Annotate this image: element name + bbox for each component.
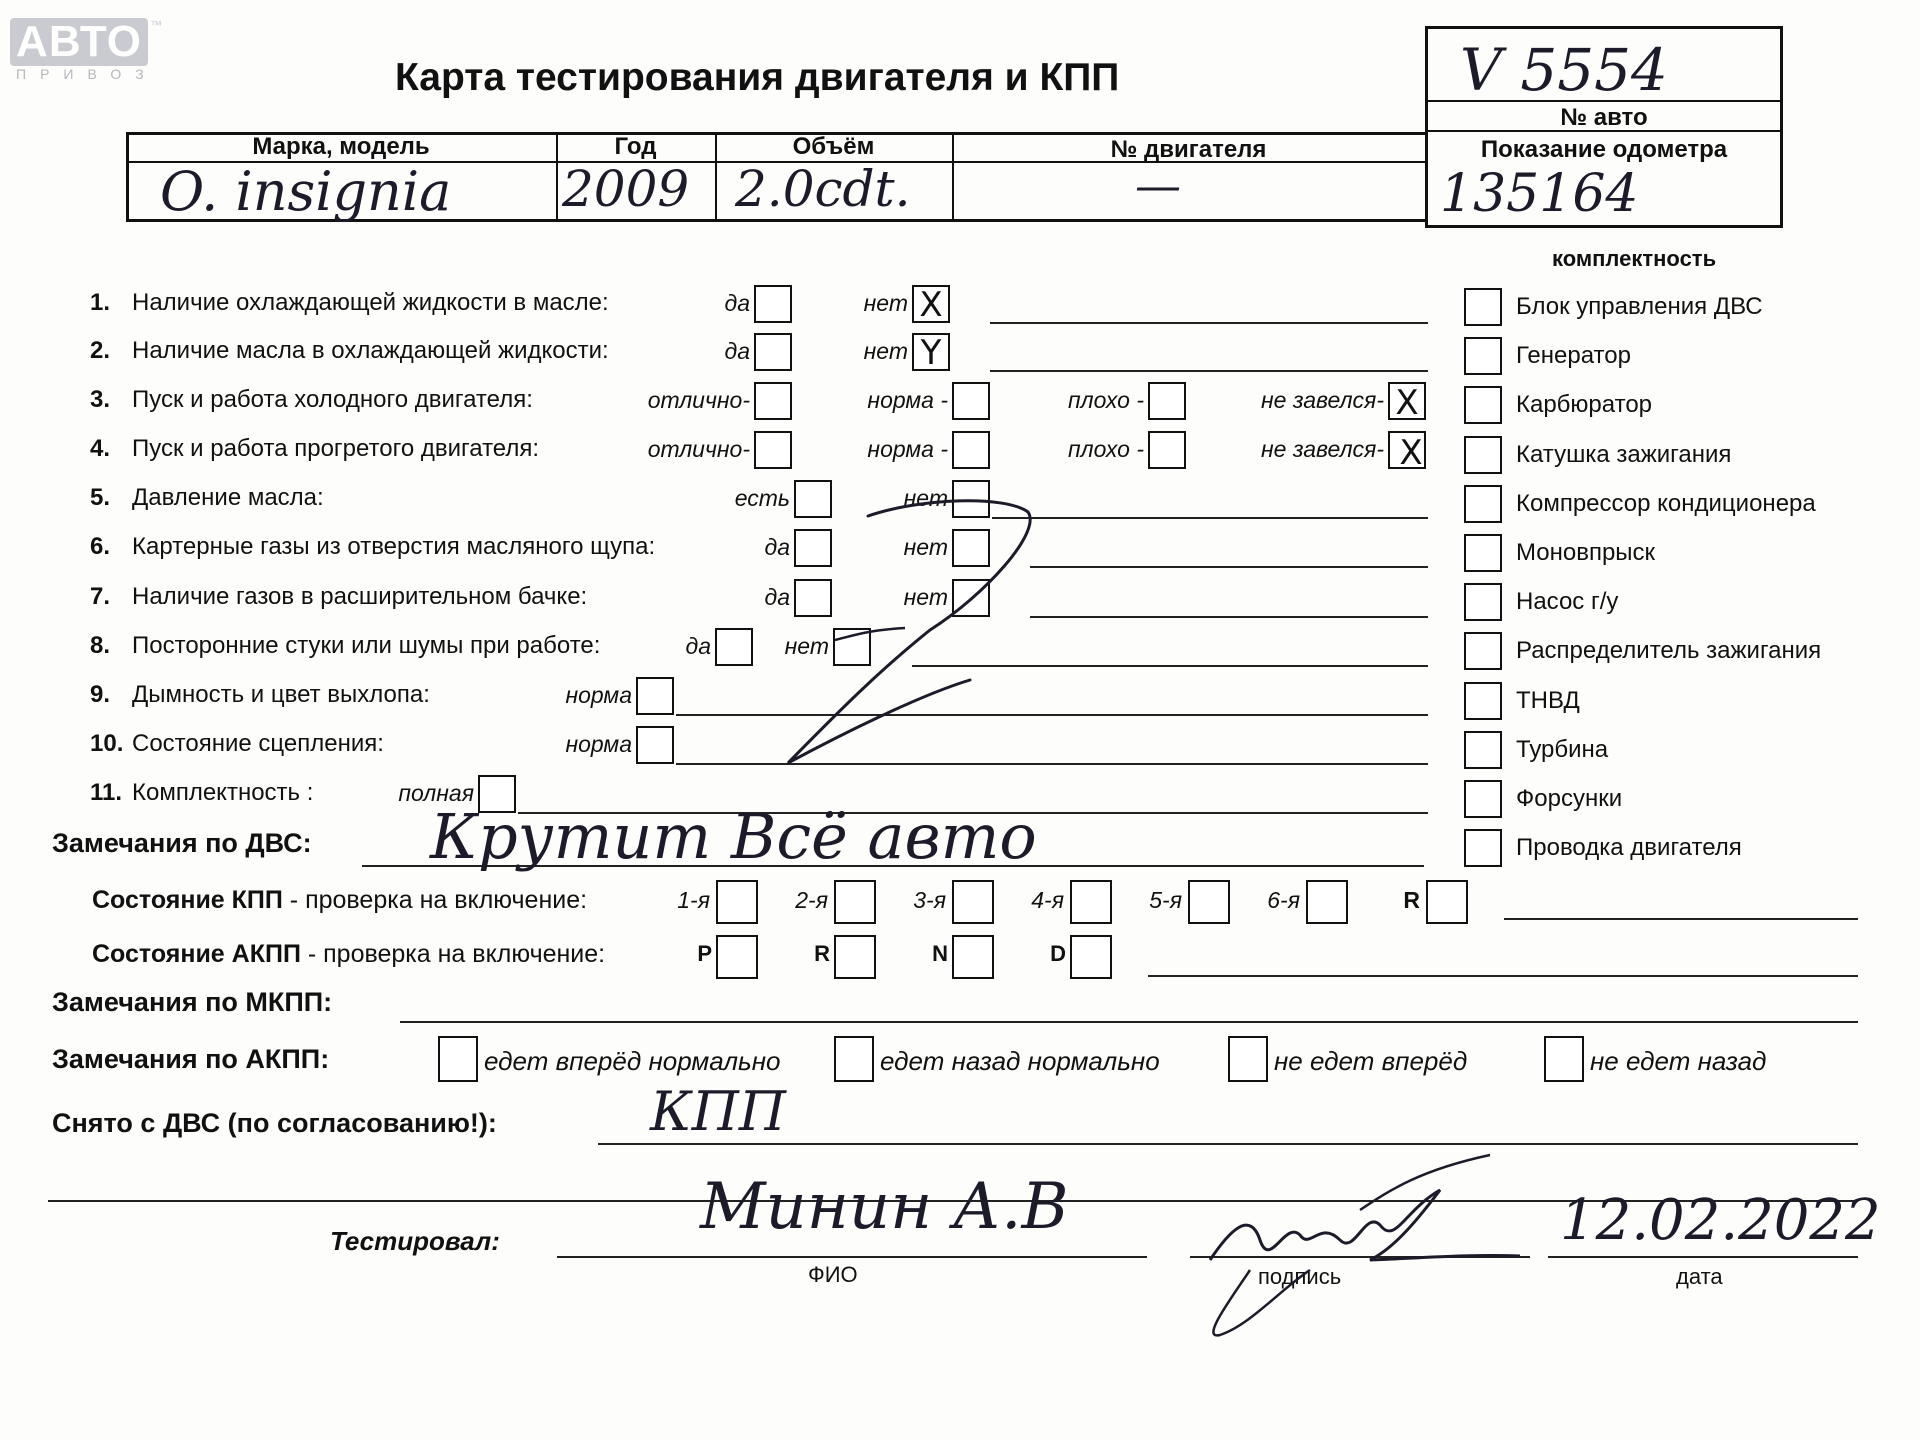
kit-item-label: Форсунки	[1516, 785, 1623, 812]
year-value: 2009	[562, 160, 690, 218]
manual-gear-label: R	[1403, 887, 1420, 913]
option-label: нет	[903, 485, 948, 511]
kit-checkbox[interactable]	[1464, 534, 1502, 572]
manual-gear-checkbox[interactable]	[1426, 880, 1468, 924]
date-caption: дата	[1676, 1264, 1723, 1289]
auto-gear-checkbox[interactable]	[716, 935, 758, 979]
mkpp-remarks-line	[400, 1021, 1858, 1023]
page-title: Карта тестирования двигателя и КПП	[395, 56, 1120, 99]
removed-label: Снято с ДВС (по согласованию!):	[52, 1108, 497, 1138]
logo-subtitle: ПРИВОЗ	[16, 66, 158, 82]
option-checkbox[interactable]	[754, 285, 792, 323]
kit-checkbox[interactable]	[1464, 485, 1502, 523]
row-label: Наличие масла в охлаждающей жидкости:	[132, 337, 609, 364]
fio-value: Минин А.В	[700, 1170, 1069, 1244]
manual-gear-checkbox[interactable]	[952, 880, 994, 924]
odometer-value: 135164	[1440, 164, 1639, 224]
engine-remarks-label: Замечания по ДВС:	[52, 828, 312, 858]
akpp-option-checkbox[interactable]	[438, 1036, 478, 1082]
option-label: норма	[565, 682, 632, 708]
option-label: нет	[784, 633, 829, 659]
kit-item-label: Катушка зажигания	[1516, 441, 1732, 468]
row-number: 7.	[90, 583, 111, 610]
akpp-option-label: едет назад нормально	[880, 1046, 1160, 1076]
option-checkbox[interactable]	[636, 677, 674, 715]
kit-checkbox[interactable]	[1464, 682, 1502, 720]
row-number: 10.	[90, 730, 124, 757]
kit-item-label: Насос г/у	[1516, 588, 1619, 615]
akpp-option-checkbox[interactable]	[1228, 1036, 1268, 1082]
option-label: нет	[863, 338, 908, 364]
row-number: 1.	[90, 289, 111, 316]
fio-caption: ФИО	[808, 1262, 858, 1287]
kit-checkbox[interactable]	[1464, 731, 1502, 769]
option-checkbox[interactable]	[1148, 431, 1186, 469]
kit-item-label: Генератор	[1516, 342, 1631, 369]
option-label: отлично-	[647, 387, 750, 413]
row-label: Посторонние стуки или шумы при работе:	[132, 632, 601, 659]
auto-gear-label: P	[697, 941, 712, 966]
manual-gear-label: Состояние КПП - проверка на включение:	[92, 886, 588, 914]
volume-value: 2.0cdt.	[735, 160, 911, 218]
row-label: Состояние сцепления:	[132, 730, 384, 757]
option-label: норма	[565, 731, 632, 757]
row-number: 11.	[90, 779, 123, 806]
kit-item-label: Моновпрыск	[1516, 539, 1656, 566]
akpp-remarks-label: Замечания по АКПП:	[52, 1044, 330, 1074]
auto-gear-label: N	[932, 941, 948, 966]
row-number: 9.	[90, 681, 111, 708]
logo-text: АВТО	[16, 17, 142, 66]
engine-no-value: —	[1135, 158, 1181, 212]
row-remark-line[interactable]	[1030, 566, 1428, 568]
row-label: Пуск и работа холодного двигателя:	[132, 386, 533, 413]
option-label: норма -	[867, 436, 948, 462]
option-label: да	[685, 633, 711, 659]
option-label: да	[764, 584, 790, 610]
option-checkbox[interactable]	[1148, 382, 1186, 420]
signature-image	[1190, 1150, 1550, 1350]
mkpp-remarks-label: Замечания по МКПП:	[52, 987, 333, 1017]
option-checkbox[interactable]	[754, 431, 792, 469]
row-remark-line[interactable]	[990, 370, 1428, 372]
kit-checkbox[interactable]	[1464, 436, 1502, 474]
removed-value: КПП	[650, 1080, 786, 1143]
row-label: Картерные газы из отверстия масляного щупа:	[132, 533, 656, 560]
check-mark-row3: X	[1395, 383, 1419, 423]
auto-gear-checkbox[interactable]	[952, 935, 994, 979]
option-label: не завелся-	[1260, 387, 1384, 413]
kit-item-label: Распределитель зажигания	[1516, 637, 1822, 664]
akpp-option-label: не едет назад	[1590, 1046, 1767, 1076]
row-remark-line[interactable]	[1030, 616, 1428, 618]
kit-checkbox[interactable]	[1464, 386, 1502, 424]
signature-caption: подпись	[1258, 1264, 1342, 1289]
row-number: 3.	[90, 386, 111, 413]
akpp-option-label: не едет вперёд	[1274, 1046, 1468, 1076]
row-number: 4.	[90, 435, 111, 462]
option-checkbox[interactable]	[754, 333, 792, 371]
option-label: плохо -	[1068, 387, 1144, 413]
manual-gear-label: 1-я	[677, 887, 710, 913]
row-label: Давление масла:	[132, 484, 324, 511]
date-value: 12.02.2022	[1560, 1188, 1881, 1253]
brand-value: O. insignia	[160, 160, 452, 223]
check-mark-row2: Y	[920, 333, 942, 373]
engine-remarks-value: Крутит Всё авто	[430, 800, 1037, 873]
auto-gear-label: D	[1050, 941, 1066, 966]
row-number: 8.	[90, 632, 111, 659]
check-mark-row1: X	[919, 285, 943, 325]
header-brand-label: Марка, модель	[252, 133, 430, 160]
odometer-label: Показание одометра	[1480, 136, 1728, 163]
option-label: полная	[398, 780, 474, 806]
header-year-label: Год	[614, 133, 657, 160]
kit-item-label: ТНВД	[1516, 687, 1580, 714]
kit-checkbox[interactable]	[1464, 337, 1502, 375]
row-label: Наличие охлаждающей жидкости в масле:	[132, 289, 609, 316]
kit-item-label: Турбина	[1516, 736, 1609, 763]
akpp-option-checkbox[interactable]	[1544, 1036, 1584, 1082]
option-label: нет	[863, 290, 908, 316]
auto-gear-checkbox[interactable]	[834, 935, 876, 979]
option-checkbox[interactable]	[754, 382, 792, 420]
option-checkbox[interactable]	[952, 382, 990, 420]
option-label: отлично-	[647, 436, 750, 462]
date-line	[1548, 1256, 1858, 1258]
kit-checkbox[interactable]	[1464, 583, 1502, 621]
auto-gear-label: R	[814, 941, 830, 966]
option-label: да	[764, 534, 790, 560]
option-label: да	[724, 338, 750, 364]
removed-line	[598, 1143, 1858, 1145]
manual-gear-checkbox[interactable]	[1306, 880, 1348, 924]
auto-gear-label: Состояние АКПП - проверка на включение:	[92, 940, 606, 968]
manual-gear-line	[1504, 918, 1858, 920]
check-mark-row4: X	[1399, 433, 1423, 473]
option-checkbox[interactable]	[636, 726, 674, 764]
option-label: нет	[903, 534, 948, 560]
fio-line	[557, 1256, 1147, 1258]
manual-gear-label: 2-я	[795, 887, 828, 913]
row-number: 6.	[90, 533, 111, 560]
manual-gear-checkbox[interactable]	[1188, 880, 1230, 924]
kit-checkbox[interactable]	[1464, 632, 1502, 670]
kit-checkbox[interactable]	[1464, 288, 1502, 326]
auto-number-value: V 5554	[1460, 36, 1668, 104]
pen-strike	[780, 480, 1040, 780]
manual-gear-label: 4-я	[1031, 887, 1064, 913]
kit-item-label: Карбюратор	[1516, 391, 1653, 418]
auto-number-label: № авто	[1560, 104, 1648, 131]
kit-checkbox[interactable]	[1464, 829, 1502, 867]
option-checkbox[interactable]	[952, 431, 990, 469]
akpp-option-checkbox[interactable]	[834, 1036, 874, 1082]
auto-gear-line	[1148, 975, 1858, 977]
manual-gear-checkbox[interactable]	[716, 880, 758, 924]
option-checkbox[interactable]	[715, 628, 753, 666]
row-label: Пуск и работа прогретого двигателя:	[132, 435, 540, 462]
kit-checkbox[interactable]	[1464, 780, 1502, 818]
kit-title: комплектность	[1552, 246, 1717, 271]
option-label: да	[724, 290, 750, 316]
kit-item-label: Компрессор кондиционера	[1516, 490, 1816, 517]
option-label: норма -	[867, 387, 948, 413]
option-label: не завелся-	[1260, 436, 1384, 462]
option-label: есть	[734, 485, 790, 511]
logo-tm: ™	[150, 18, 162, 32]
row-remark-line[interactable]	[992, 517, 1428, 519]
header-volume-label: Объём	[792, 133, 875, 160]
row-label: Комплектность :	[132, 779, 314, 806]
row-remark-line[interactable]	[990, 322, 1428, 324]
tested-label: Тестировал:	[330, 1226, 500, 1256]
row-label: Дымность и цвет выхлопа:	[132, 681, 430, 708]
manual-gear-checkbox[interactable]	[1070, 880, 1112, 924]
manual-gear-label: 3-я	[913, 887, 946, 913]
manual-gear-label: 6-я	[1267, 887, 1300, 913]
manual-gear-checkbox[interactable]	[834, 880, 876, 924]
row-label: Наличие газов в расширительном бачке:	[132, 583, 588, 610]
kit-item-label: Блок управления ДВС	[1516, 293, 1763, 320]
row-number: 5.	[90, 484, 111, 511]
manual-gear-label: 5-я	[1149, 887, 1182, 913]
kit-item-label: Проводка двигателя	[1516, 834, 1742, 861]
akpp-option-label: едет вперёд нормально	[484, 1046, 781, 1076]
auto-gear-checkbox[interactable]	[1070, 935, 1112, 979]
option-label: нет	[903, 584, 948, 610]
option-label: плохо -	[1068, 436, 1144, 462]
logo	[10, 18, 148, 66]
header-engine-no-label: № двигателя	[1110, 136, 1267, 163]
row-number: 2.	[90, 337, 111, 364]
